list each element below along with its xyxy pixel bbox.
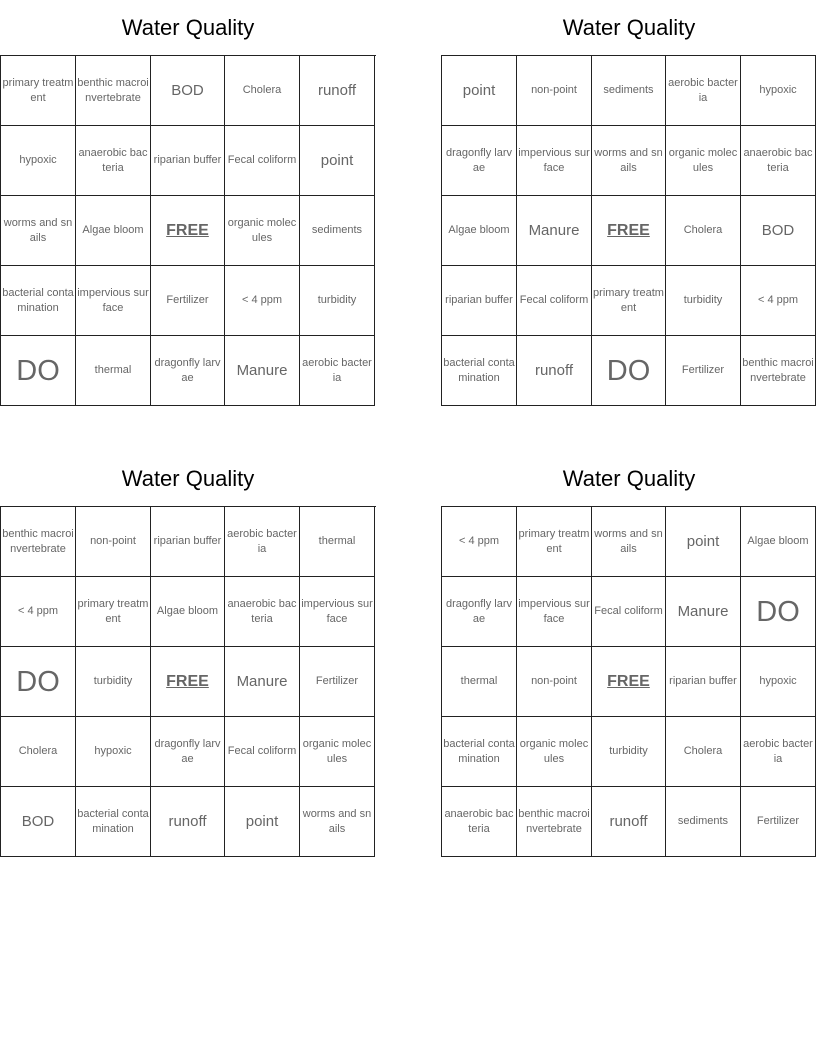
card-title: Water Quality (562, 465, 696, 491)
bingo-cell: sediments (592, 56, 666, 126)
bingo-cell: < 4 ppm (225, 266, 300, 336)
bingo-cell: point (300, 126, 375, 196)
bingo-cell: hypoxic (76, 717, 151, 787)
bingo-cell: riparian buffer (151, 507, 225, 577)
bingo-cell: impervious surface (76, 266, 151, 336)
bingo-cell: benthic macroinvertebrate (517, 787, 592, 857)
bingo-cell: bacterial contamination (442, 336, 517, 406)
bingo-cell: turbidity (300, 266, 375, 336)
bingo-cell: point (225, 787, 300, 857)
card-title: Water Quality (562, 14, 696, 40)
bingo-cell: Fertilizer (741, 787, 816, 857)
free-space-cell: FREE (151, 196, 225, 266)
bingo-cell: thermal (442, 647, 517, 717)
bingo-cell: Fecal coliform (517, 266, 592, 336)
bingo-cell: benthic macroinvertebrate (1, 507, 76, 577)
bingo-cell: dragonfly larvae (151, 336, 225, 406)
bingo-cell: Manure (666, 577, 741, 647)
bingo-cell: Fertilizer (666, 336, 741, 406)
bingo-cell: primary treatment (1, 56, 76, 126)
bingo-cell: hypoxic (741, 56, 816, 126)
bingo-cell: runoff (592, 787, 666, 857)
bingo-cell: non-point (517, 56, 592, 126)
bingo-cell: anaerobic bacteria (225, 577, 300, 647)
bingo-cell: bacterial contamination (442, 717, 517, 787)
bingo-cell: aerobic bacteria (225, 507, 300, 577)
bingo-cell: anaerobic bacteria (442, 787, 517, 857)
bingo-grid (441, 506, 816, 857)
bingo-cell: riparian buffer (151, 126, 225, 196)
bingo-cell: riparian buffer (666, 647, 741, 717)
bingo-cell: < 4 ppm (1, 577, 76, 647)
bingo-cell: Algae bloom (442, 196, 517, 266)
bingo-cell: turbidity (592, 717, 666, 787)
bingo-cell: non-point (76, 507, 151, 577)
bingo-cell: primary treatment (517, 507, 592, 577)
bingo-cell: dragonfly larvae (442, 126, 517, 196)
bingo-cell: Cholera (1, 717, 76, 787)
bingo-card-1 (0, 0, 376, 406)
bingo-cell: riparian buffer (442, 266, 517, 336)
bingo-cell: BOD (1, 787, 76, 857)
bingo-cell: impervious surface (300, 577, 375, 647)
bingo-cell: runoff (151, 787, 225, 857)
bingo-cell: bacterial contamination (76, 787, 151, 857)
bingo-cell: worms and snails (1, 196, 76, 266)
bingo-cell: impervious surface (517, 577, 592, 647)
bingo-cell: DO (592, 336, 666, 406)
bingo-cell: point (442, 56, 517, 126)
bingo-cell: Fertilizer (151, 266, 225, 336)
card-title: Water Quality (121, 14, 255, 40)
bingo-cell: dragonfly larvae (151, 717, 225, 787)
bingo-cell: Algae bloom (741, 507, 816, 577)
bingo-cell: aerobic bacteria (741, 717, 816, 787)
bingo-cell: Manure (517, 196, 592, 266)
free-space-cell: FREE (592, 196, 666, 266)
bingo-cell: DO (1, 647, 76, 717)
free-space-cell: FREE (151, 647, 225, 717)
bingo-cell: hypoxic (1, 126, 76, 196)
bingo-grid (0, 55, 376, 406)
bingo-cell: Manure (225, 647, 300, 717)
bingo-cell: sediments (300, 196, 375, 266)
bingo-grid (441, 55, 816, 406)
bingo-card-3 (0, 451, 376, 857)
bingo-cell: impervious surface (517, 126, 592, 196)
bingo-cell: worms and snails (300, 787, 375, 857)
bingo-cell: primary treatment (592, 266, 666, 336)
bingo-grid (0, 506, 376, 857)
bingo-cell: primary treatment (76, 577, 151, 647)
bingo-cell: organic molecules (225, 196, 300, 266)
bingo-cell: anaerobic bacteria (741, 126, 816, 196)
bingo-cell: DO (1, 336, 76, 406)
bingo-cell: benthic macroinvertebrate (76, 56, 151, 126)
bingo-cell: benthic macroinvertebrate (741, 336, 816, 406)
bingo-cell: Cholera (666, 196, 741, 266)
bingo-cell: runoff (300, 56, 375, 126)
bingo-cell: Fecal coliform (225, 126, 300, 196)
bingo-card-4 (441, 451, 816, 857)
bingo-cell: BOD (741, 196, 816, 266)
bingo-cell: thermal (300, 507, 375, 577)
bingo-cell: organic molecules (666, 126, 741, 196)
bingo-cell: DO (741, 577, 816, 647)
bingo-cell: runoff (517, 336, 592, 406)
bingo-cell: Fecal coliform (225, 717, 300, 787)
bingo-cell: aerobic bacteria (666, 56, 741, 126)
bingo-cell: organic molecules (517, 717, 592, 787)
bingo-cell: Cholera (225, 56, 300, 126)
bingo-card-2 (441, 0, 816, 406)
bingo-cell: Algae bloom (76, 196, 151, 266)
bingo-cell: Manure (225, 336, 300, 406)
bingo-cell: < 4 ppm (442, 507, 517, 577)
bingo-cell: point (666, 507, 741, 577)
free-space-cell: FREE (592, 647, 666, 717)
bingo-cell: worms and snails (592, 507, 666, 577)
bingo-cell: Fertilizer (300, 647, 375, 717)
bingo-cell: thermal (76, 336, 151, 406)
card-title: Water Quality (121, 465, 255, 491)
bingo-cell: worms and snails (592, 126, 666, 196)
bingo-cell: Cholera (666, 717, 741, 787)
bingo-cell: sediments (666, 787, 741, 857)
bingo-cell: anaerobic bacteria (76, 126, 151, 196)
bingo-cell: hypoxic (741, 647, 816, 717)
bingo-cell: turbidity (666, 266, 741, 336)
bingo-cell: turbidity (76, 647, 151, 717)
bingo-cell: dragonfly larvae (442, 577, 517, 647)
bingo-cell: < 4 ppm (741, 266, 816, 336)
bingo-cell: Fecal coliform (592, 577, 666, 647)
bingo-cell: non-point (517, 647, 592, 717)
bingo-cell: Algae bloom (151, 577, 225, 647)
bingo-cell: organic molecules (300, 717, 375, 787)
bingo-cell: bacterial contamination (1, 266, 76, 336)
bingo-cell: BOD (151, 56, 225, 126)
bingo-cell: aerobic bacteria (300, 336, 375, 406)
